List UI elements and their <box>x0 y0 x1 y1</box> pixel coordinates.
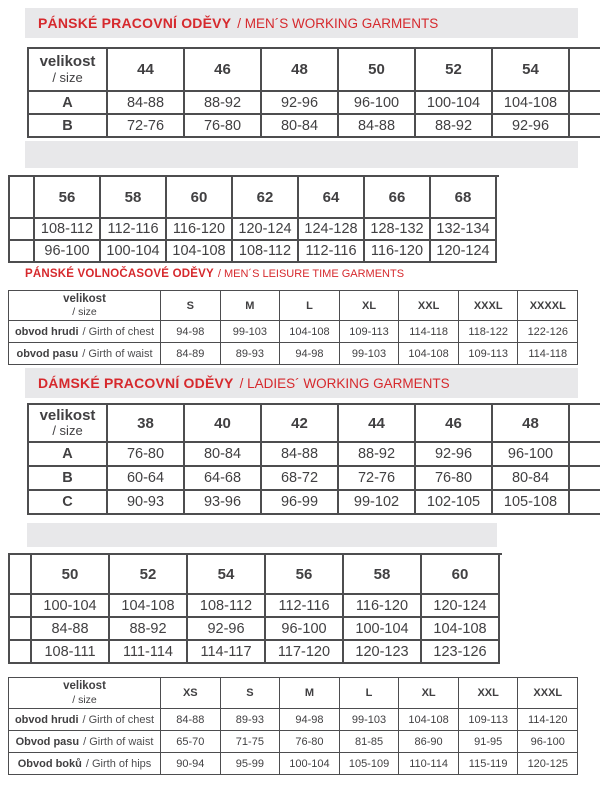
table-cell: 116-120 <box>344 595 422 618</box>
table-cell: 76-80 <box>108 443 185 467</box>
table-cell: 109-113 <box>340 321 400 343</box>
table-cell: 104-108 <box>399 709 459 731</box>
table-cell: 84-88 <box>32 618 110 641</box>
table-cell: 114-120 <box>518 709 578 731</box>
row-label-english: / Girth of chest <box>82 325 155 338</box>
gray-spacer-bar <box>27 523 497 547</box>
row-label-czech: obvod pasu <box>16 347 79 360</box>
row-label <box>9 753 161 775</box>
table-cell: 44 <box>339 405 416 443</box>
table-cell: XXL <box>459 678 519 709</box>
table-cell: 100-104 <box>416 92 493 115</box>
cut-off-cell <box>570 49 600 92</box>
cut-off-cell <box>10 618 32 641</box>
table-mens-working-sizes-44-54 <box>27 47 600 138</box>
cut-off-cell <box>570 491 600 515</box>
heading-czech-text: PÁNSKÉ PRACOVNÍ ODĚVY <box>38 15 232 31</box>
table-cell: 84-88 <box>108 92 185 115</box>
table-cell: 52 <box>416 49 493 92</box>
table-cell: 114-118 <box>518 343 578 365</box>
table-cell: 120-124 <box>431 241 497 263</box>
table-cell: 56 <box>35 177 101 219</box>
table-cell: 66 <box>365 177 431 219</box>
table-cell: L <box>340 678 400 709</box>
size-label-cell <box>29 405 108 443</box>
table-cell: 80-84 <box>262 115 339 138</box>
table-cell: 109-113 <box>459 709 519 731</box>
table-header-row <box>29 405 600 443</box>
size-label-cell <box>9 678 161 709</box>
cut-off-cell <box>570 443 600 467</box>
table-cell: 92-96 <box>188 618 266 641</box>
table-row <box>10 241 499 263</box>
row-label: C <box>29 491 108 515</box>
table-cell: 89-93 <box>221 709 281 731</box>
cut-off-cell <box>570 115 600 138</box>
size-label-line1: velikost <box>39 406 96 424</box>
table-cell: 90-93 <box>108 491 185 515</box>
table-cell: 132-134 <box>431 219 497 241</box>
table-cell: 44 <box>108 49 185 92</box>
table-cell: 80-84 <box>493 467 570 491</box>
table-cell: 46 <box>185 49 262 92</box>
table-cell: 100-104 <box>344 618 422 641</box>
table-cell: 94-98 <box>280 709 340 731</box>
table-cell: 84-88 <box>262 443 339 467</box>
table-cell: 88-92 <box>110 618 188 641</box>
table-cell: 108-112 <box>233 241 299 263</box>
table-cell: 54 <box>188 555 266 595</box>
table-cell: 105-109 <box>340 753 400 775</box>
row-label-english: / Girth of waist <box>83 735 154 748</box>
table-cell: 122-126 <box>518 321 578 343</box>
size-label-cell <box>9 291 161 321</box>
table-cell: 46 <box>416 405 493 443</box>
table-cell: 120-125 <box>518 753 578 775</box>
cut-off-cell <box>10 555 32 595</box>
size-label-line1: velikost <box>63 292 106 305</box>
section-heading-ladies-working <box>25 368 578 398</box>
size-label-line2: / size <box>72 306 97 319</box>
table-cell: 115-119 <box>459 753 519 775</box>
cut-off-cell <box>10 219 35 241</box>
size-label-line2: / size <box>72 693 97 706</box>
table-cell: 71-75 <box>221 731 281 753</box>
table-cell: XL <box>399 678 459 709</box>
table-cell: 104-108 <box>167 241 233 263</box>
table-cell: 48 <box>262 49 339 92</box>
table-cell: 104-108 <box>110 595 188 618</box>
table-cell: 62 <box>233 177 299 219</box>
heading-english-text: / MEN´S LEISURE TIME GARMENTS <box>217 268 405 280</box>
cut-off-cell <box>10 241 35 263</box>
table-cell: 104-108 <box>422 618 500 641</box>
table-row <box>29 443 600 467</box>
table-cell: XS <box>161 678 221 709</box>
table-cell: 99-102 <box>339 491 416 515</box>
table-cell: 90-94 <box>161 753 221 775</box>
table-cell: 50 <box>32 555 110 595</box>
table-cell: 76-80 <box>280 731 340 753</box>
table-cell: 64-68 <box>185 467 262 491</box>
table-cell: 96-99 <box>262 491 339 515</box>
table-cell: 52 <box>110 555 188 595</box>
cut-off-cell <box>570 92 600 115</box>
table-cell: 92-96 <box>262 92 339 115</box>
table-cell: 100-104 <box>32 595 110 618</box>
heading-english-text: / LADIES´ WORKING GARMENTS <box>239 375 450 391</box>
table-row <box>9 709 578 731</box>
table-cell: M <box>221 291 281 321</box>
table-cell: 65-70 <box>161 731 221 753</box>
table-cell: 109-113 <box>459 343 519 365</box>
cut-off-cell <box>570 467 600 491</box>
table-cell: 60 <box>167 177 233 219</box>
gray-spacer-bar <box>25 141 578 168</box>
table-cell: 56 <box>266 555 344 595</box>
table-cell: XL <box>340 291 400 321</box>
table-cell: 112-116 <box>266 595 344 618</box>
table-cell: 114-117 <box>188 641 266 664</box>
table-cell: 116-120 <box>167 219 233 241</box>
table-cell: L <box>280 291 340 321</box>
table-cell: 88-92 <box>416 115 493 138</box>
row-label: B <box>29 467 108 491</box>
table-cell: 68-72 <box>262 467 339 491</box>
table-cell: 117-120 <box>266 641 344 664</box>
section-heading-mens-working <box>25 8 578 38</box>
row-label <box>9 731 161 753</box>
table-cell: S <box>221 678 281 709</box>
table-cell: 96-100 <box>339 92 416 115</box>
table-cell: 99-103 <box>340 709 400 731</box>
table-cell: 80-84 <box>185 443 262 467</box>
table-cell: 120-124 <box>422 595 500 618</box>
table-cell: XXXL <box>518 678 578 709</box>
table-cell: 68 <box>431 177 497 219</box>
table-header-row <box>10 555 502 595</box>
table-cell: 99-103 <box>340 343 400 365</box>
table-cell: 93-96 <box>185 491 262 515</box>
row-label: A <box>29 92 108 115</box>
table-row <box>29 491 600 515</box>
table-cell: 123-126 <box>422 641 500 664</box>
table-cell: 99-103 <box>221 321 281 343</box>
table-cell: 92-96 <box>416 443 493 467</box>
table-cell: XXXL <box>459 291 519 321</box>
table-cell: 96-100 <box>266 618 344 641</box>
table-cell: 104-108 <box>493 92 570 115</box>
table-cell: 112-116 <box>101 219 167 241</box>
table-cell: 100-104 <box>280 753 340 775</box>
table-cell: 81-85 <box>340 731 400 753</box>
table-cell: 104-108 <box>280 321 340 343</box>
table-cell: 102-105 <box>416 491 493 515</box>
table-cell: 95-99 <box>221 753 281 775</box>
heading-czech-text: PÁNSKÉ VOLNOČASOVÉ ODĚVY <box>25 268 214 280</box>
table-cell: 54 <box>493 49 570 92</box>
table-cell: 84-88 <box>339 115 416 138</box>
table-row <box>10 219 499 241</box>
row-label <box>9 343 161 365</box>
table-cell: 84-89 <box>161 343 221 365</box>
table-cell: 89-93 <box>221 343 281 365</box>
table-cell: 124-128 <box>299 219 365 241</box>
table-cell: 128-132 <box>365 219 431 241</box>
table-cell: 94-98 <box>280 343 340 365</box>
heading-english-text: / MEN´S WORKING GARMENTS <box>237 15 439 31</box>
table-row <box>29 115 600 138</box>
row-label-english: / Girth of waist <box>82 347 153 360</box>
cut-off-cell <box>10 641 32 664</box>
row-label: A <box>29 443 108 467</box>
row-label-english: / Girth of chest <box>82 713 155 726</box>
table-cell: 60 <box>422 555 500 595</box>
section-heading-mens-leisure <box>25 268 404 280</box>
table-mens-working-sizes-56-68 <box>8 175 499 263</box>
table-ladies-measurements <box>8 677 578 775</box>
table-cell: 60-64 <box>108 467 185 491</box>
table-cell: 118-122 <box>459 321 519 343</box>
table-cell: 116-120 <box>365 241 431 263</box>
table-cell: 112-116 <box>299 241 365 263</box>
table-cell: 94-98 <box>161 321 221 343</box>
table-ladies-working-sizes-38-48 <box>27 403 600 515</box>
size-label-line2: / size <box>52 69 83 85</box>
table-header-row <box>29 49 600 92</box>
table-cell: 58 <box>101 177 167 219</box>
size-label-cell <box>29 49 108 92</box>
table-cell: 100-104 <box>101 241 167 263</box>
table-cell: 105-108 <box>493 491 570 515</box>
table-cell: 96-100 <box>518 731 578 753</box>
table-cell: 72-76 <box>108 115 185 138</box>
table-cell: 64 <box>299 177 365 219</box>
table-cell: 84-88 <box>161 709 221 731</box>
size-label-line2: / size <box>52 423 83 439</box>
table-row <box>29 92 600 115</box>
table-cell: 96-100 <box>493 443 570 467</box>
table-cell: 120-124 <box>233 219 299 241</box>
table-cell: S <box>161 291 221 321</box>
row-label: B <box>29 115 108 138</box>
table-row <box>9 343 578 365</box>
table-header-row <box>10 177 499 219</box>
table-header-row <box>9 291 578 321</box>
table-row <box>10 595 502 618</box>
table-row <box>29 467 600 491</box>
table-cell: 96-100 <box>35 241 101 263</box>
table-cell: 76-80 <box>416 467 493 491</box>
row-label-czech: obvod hrudi <box>14 325 79 338</box>
table-row <box>9 321 578 343</box>
table-cell: XXXXL <box>518 291 578 321</box>
row-label-czech: obvod hrudi <box>14 713 79 726</box>
table-cell: 50 <box>339 49 416 92</box>
heading-czech-text: DÁMSKÉ PRACOVNÍ ODĚVY <box>38 375 234 391</box>
table-cell: 110-114 <box>399 753 459 775</box>
table-cell: 88-92 <box>185 92 262 115</box>
table-cell: 108-111 <box>32 641 110 664</box>
table-header-row <box>9 678 578 709</box>
table-cell: 108-112 <box>188 595 266 618</box>
table-cell: 111-114 <box>110 641 188 664</box>
row-label-czech: Obvod boků <box>17 757 82 770</box>
table-cell: 92-96 <box>493 115 570 138</box>
table-mens-leisure <box>8 290 578 365</box>
table-cell: 48 <box>493 405 570 443</box>
table-cell: 58 <box>344 555 422 595</box>
table-cell: 72-76 <box>339 467 416 491</box>
table-cell: 40 <box>185 405 262 443</box>
table-row <box>10 618 502 641</box>
size-label-line1: velikost <box>39 53 96 71</box>
table-cell: M <box>280 678 340 709</box>
cut-off-cell <box>570 405 600 443</box>
cut-off-cell <box>10 595 32 618</box>
table-cell: 120-123 <box>344 641 422 664</box>
table-cell: 114-118 <box>399 321 459 343</box>
table-cell: 86-90 <box>399 731 459 753</box>
row-label <box>9 321 161 343</box>
cut-off-cell <box>10 177 35 219</box>
table-cell: 91-95 <box>459 731 519 753</box>
size-label-line1: velikost <box>63 680 106 693</box>
table-cell: 38 <box>108 405 185 443</box>
table-cell: 108-112 <box>35 219 101 241</box>
table-cell: 88-92 <box>339 443 416 467</box>
table-cell: 76-80 <box>185 115 262 138</box>
table-cell: 104-108 <box>399 343 459 365</box>
table-row <box>10 641 502 664</box>
table-ladies-working-sizes-50-60 <box>8 553 502 664</box>
row-label-english: / Girth of hips <box>85 757 152 770</box>
row-label <box>9 709 161 731</box>
row-label-czech: Obvod pasu <box>15 735 80 748</box>
table-cell: 42 <box>262 405 339 443</box>
table-cell: XXL <box>399 291 459 321</box>
table-row <box>9 731 578 753</box>
table-row <box>9 753 578 775</box>
